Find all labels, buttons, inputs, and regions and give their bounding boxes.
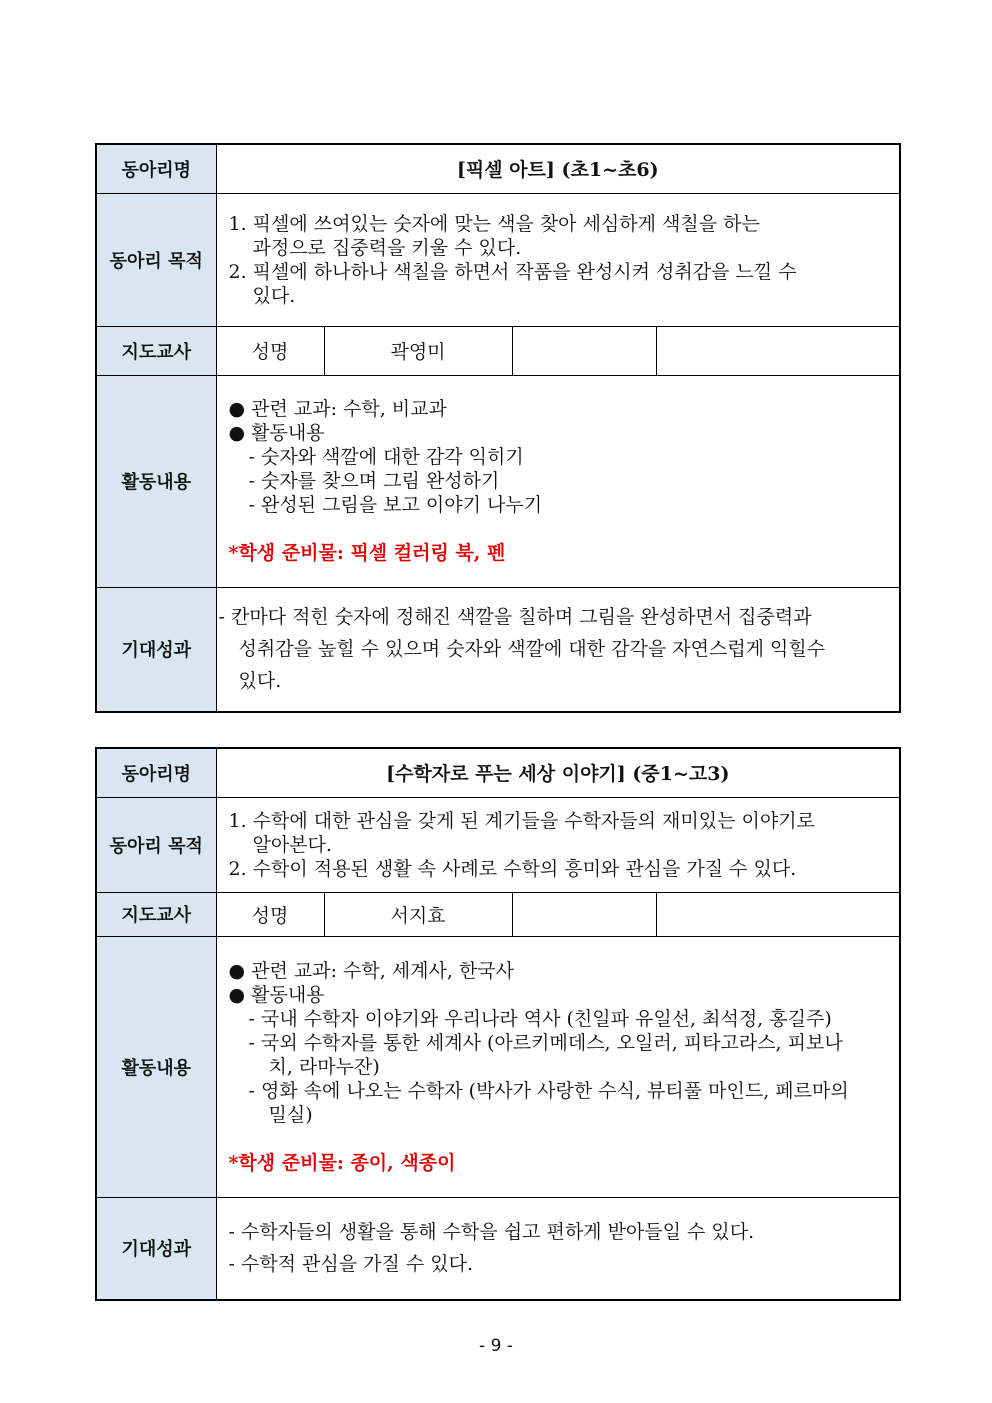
student-supplies: *학생 준비물: 픽셀 컬러링 북, 펜: [228, 542, 506, 564]
teacher-label: 지도교사: [96, 326, 216, 375]
club-goal-label: 동아리 목적: [96, 797, 216, 892]
teacher-name-label: 성명: [216, 326, 324, 375]
teacher-name: 서지효: [324, 892, 512, 936]
goal-2-cont: 있다.: [252, 284, 296, 307]
club-table-pixel-art: [95, 143, 901, 713]
activity-item-cont: 치, 라마누잔): [268, 1055, 380, 1078]
club-title: [수학자로 푸는 세상 이야기] (중1~고3): [216, 748, 900, 797]
activity-item: - 숫자를 찾으며 그림 완성하기: [248, 470, 500, 492]
outcome-line: 성취감을 높힐 수 있으며 숫자와 색깔에 대한 감각을 자연스럽게 익힐수: [238, 638, 826, 661]
related-subjects: ● 관련 교과: 수학, 비교과: [228, 398, 447, 420]
teacher-empty-1: [512, 892, 656, 936]
teacher-name-label: 성명: [216, 892, 324, 936]
outcome-line: - 칸마다 적힌 숫자에 정해진 색깔을 칠하며 그림을 완성하면서 집중력과: [218, 606, 812, 629]
teacher-empty-2: [656, 892, 900, 936]
activity-header: ● 활동내용: [228, 983, 325, 1006]
activity-item: - 숫자와 색깔에 대한 감각 익히기: [248, 446, 524, 468]
outcome-line: - 수학적 관심을 가질 수 있다.: [228, 1253, 474, 1276]
goal-1: 1. 수학에 대한 관심을 갖게 된 계기들을 수학자들의 재미있는 이야기로: [228, 809, 815, 832]
goal-1-cont: 알아본다.: [252, 833, 332, 856]
goal-1-cont: 과정으로 집중력을 키울 수 있다.: [252, 236, 522, 259]
teacher-empty-2: [656, 326, 900, 375]
teacher-name: 곽영미: [324, 326, 512, 375]
activity-item: - 국외 수학자를 통한 세계사 (아르키메데스, 오일러, 피타고라스, 피보나: [248, 1031, 843, 1054]
goal-2: 2. 픽셀에 하나하나 색칠을 하면서 작품을 완성시켜 성취감을 느낄 수: [228, 260, 797, 283]
activity-label: 활동내용: [96, 936, 216, 1197]
club-name-label: 동아리명: [96, 144, 216, 193]
activity-header: ● 활동내용: [228, 422, 325, 444]
club-title: [픽셀 아트] (초1~초6): [216, 144, 900, 193]
goal-2: 2. 수학이 적용된 생활 속 사례로 수학의 흥미와 관심을 가질 수 있다.: [228, 857, 797, 880]
outcome-label: 기대성과: [96, 587, 216, 712]
outcome-cell: [216, 1197, 900, 1300]
club-goal-cell: [216, 797, 900, 892]
teacher-label: 지도교사: [96, 892, 216, 936]
activity-item: - 영화 속에 나오는 수학자 (박사가 사랑한 수식, 뷰티풀 마인드, 페르마의: [248, 1079, 849, 1102]
outcome-cell: [216, 587, 900, 712]
activity-item: - 국내 수학자 이야기와 우리나라 역사 (친일파 유일선, 최석정, 홍길주): [248, 1007, 832, 1030]
activity-item: - 완성된 그림을 보고 이야기 나누기: [248, 494, 543, 516]
activity-cell: [216, 936, 900, 1197]
club-name-label: 동아리명: [96, 748, 216, 797]
club-table-math-stories: [95, 747, 901, 1301]
club-goal-cell: [216, 193, 900, 326]
activity-label: 활동내용: [96, 375, 216, 587]
goal-1: 1. 픽셀에 쓰여있는 숫자에 맞는 색을 찾아 세심하게 색칠을 하는: [228, 212, 760, 235]
activity-item-cont: 밀실): [268, 1103, 313, 1126]
related-subjects: ● 관련 교과: 수학, 세계사, 한국사: [228, 959, 515, 982]
page-number: - 9 -: [479, 1336, 513, 1356]
outcome-label: 기대성과: [96, 1197, 216, 1300]
outcome-line: 있다.: [238, 670, 282, 693]
teacher-empty-1: [512, 326, 656, 375]
outcome-line: - 수학자들의 생활을 통해 수학을 쉽고 편하게 받아들일 수 있다.: [228, 1221, 755, 1244]
activity-cell: [216, 375, 900, 587]
club-goal-label: 동아리 목적: [96, 193, 216, 326]
student-supplies: *학생 준비물: 종이, 색종이: [228, 1151, 456, 1174]
